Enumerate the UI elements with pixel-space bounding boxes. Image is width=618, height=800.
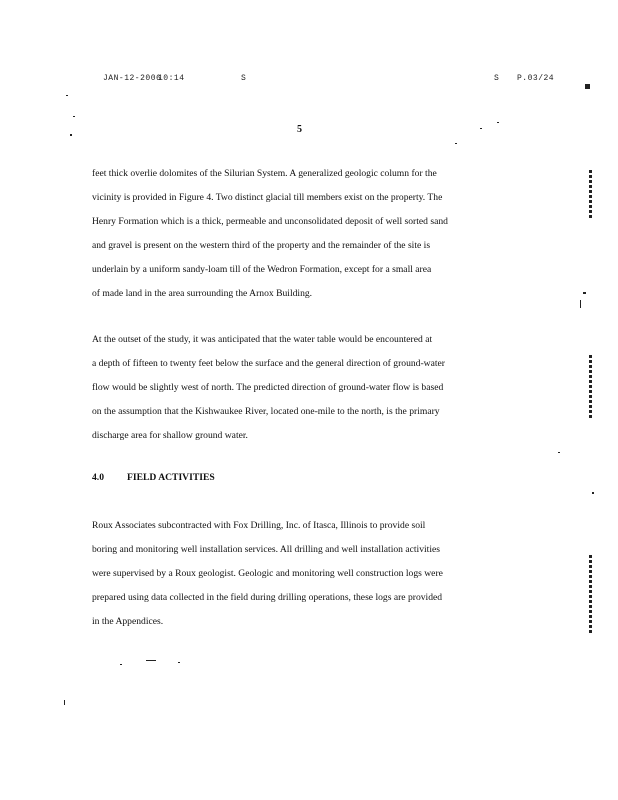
paragraph-field-activities	[92, 514, 520, 634]
scan-speck	[146, 660, 156, 661]
scan-speck	[497, 122, 499, 123]
section-title: FIELD ACTIVITIES	[127, 472, 215, 483]
scan-edge-mark	[589, 170, 592, 218]
paragraph-line: underlain by a uniform sandy-loam till of the Wedron Formation, except for a small area	[92, 264, 432, 275]
scan-speck	[64, 700, 65, 705]
paragraph-line: in the Appendices.	[92, 616, 164, 627]
paragraph-line: Roux Associates subcontracted with Fox Drilling, Inc. of Itasca, Illinois to provide soil	[92, 520, 426, 531]
fax-time: 10:14	[158, 74, 185, 83]
scan-speck	[585, 84, 590, 89]
scan-speck	[455, 143, 457, 144]
scan-edge-mark	[589, 555, 592, 635]
scan-speck	[558, 452, 560, 453]
paragraph-line: boring and monitoring well installation services. All drilling and well installation activities	[92, 544, 440, 555]
paragraph-line: were supervised by a Roux geologist. Geologic and monitoring well construction logs were	[92, 568, 443, 579]
section-heading	[92, 472, 215, 483]
page-number: 5	[297, 124, 302, 135]
scan-speck	[178, 662, 180, 663]
paragraph-line: a depth of fifteen to twenty feet below the surface and the general direction of ground-water	[92, 358, 445, 369]
paragraph-line: Henry Formation which is a thick, permeable and unconsolidated deposit of well sorted sand	[92, 216, 448, 227]
paragraph-line: feet thick overlie dolomites of the Silurian System. A generalized geologic column for the	[92, 168, 437, 179]
scan-speck	[73, 116, 75, 117]
paragraph-geology	[92, 162, 520, 306]
fax-page-fraction: P.03/24	[517, 74, 555, 83]
paragraph-line: and gravel is present on the western third of the property and the remainder of the site is	[92, 240, 431, 251]
scan-speck	[480, 128, 482, 129]
paragraph-line: prepared using data collected in the field during drilling operations, these logs are provided	[92, 592, 443, 603]
fax-sender-number: S	[241, 74, 247, 83]
scan-speck	[583, 292, 586, 294]
paragraph-line: flow would be slightly west of north. The predicted direction of ground-water flow is based	[92, 382, 444, 393]
fax-date: JAN-12-2006	[103, 74, 162, 83]
paragraph-line: on the assumption that the Kishwaukee River, located one-mile to the north, is the primary	[92, 406, 440, 417]
scan-speck	[592, 492, 594, 494]
scan-speck	[580, 300, 581, 308]
scan-speck	[120, 664, 122, 665]
fax-header	[0, 74, 618, 88]
paragraph-line: At the outset of the study, it was anticipated that the water table would be encountered at	[92, 334, 433, 345]
paragraph-line: of made land in the area surrounding the Arnox Building.	[92, 288, 313, 299]
section-number: 4.0	[92, 472, 104, 483]
paragraph-line: discharge area for shallow ground water.	[92, 430, 248, 441]
scan-speck	[70, 134, 72, 136]
fax-page-code: S	[494, 74, 500, 83]
paragraph-water-table	[92, 328, 520, 448]
paragraph-line: vicinity is provided in Figure 4. Two distinct glacial till members exist on the property. The	[92, 192, 443, 203]
scan-speck	[66, 95, 68, 96]
scan-edge-mark	[589, 355, 592, 419]
